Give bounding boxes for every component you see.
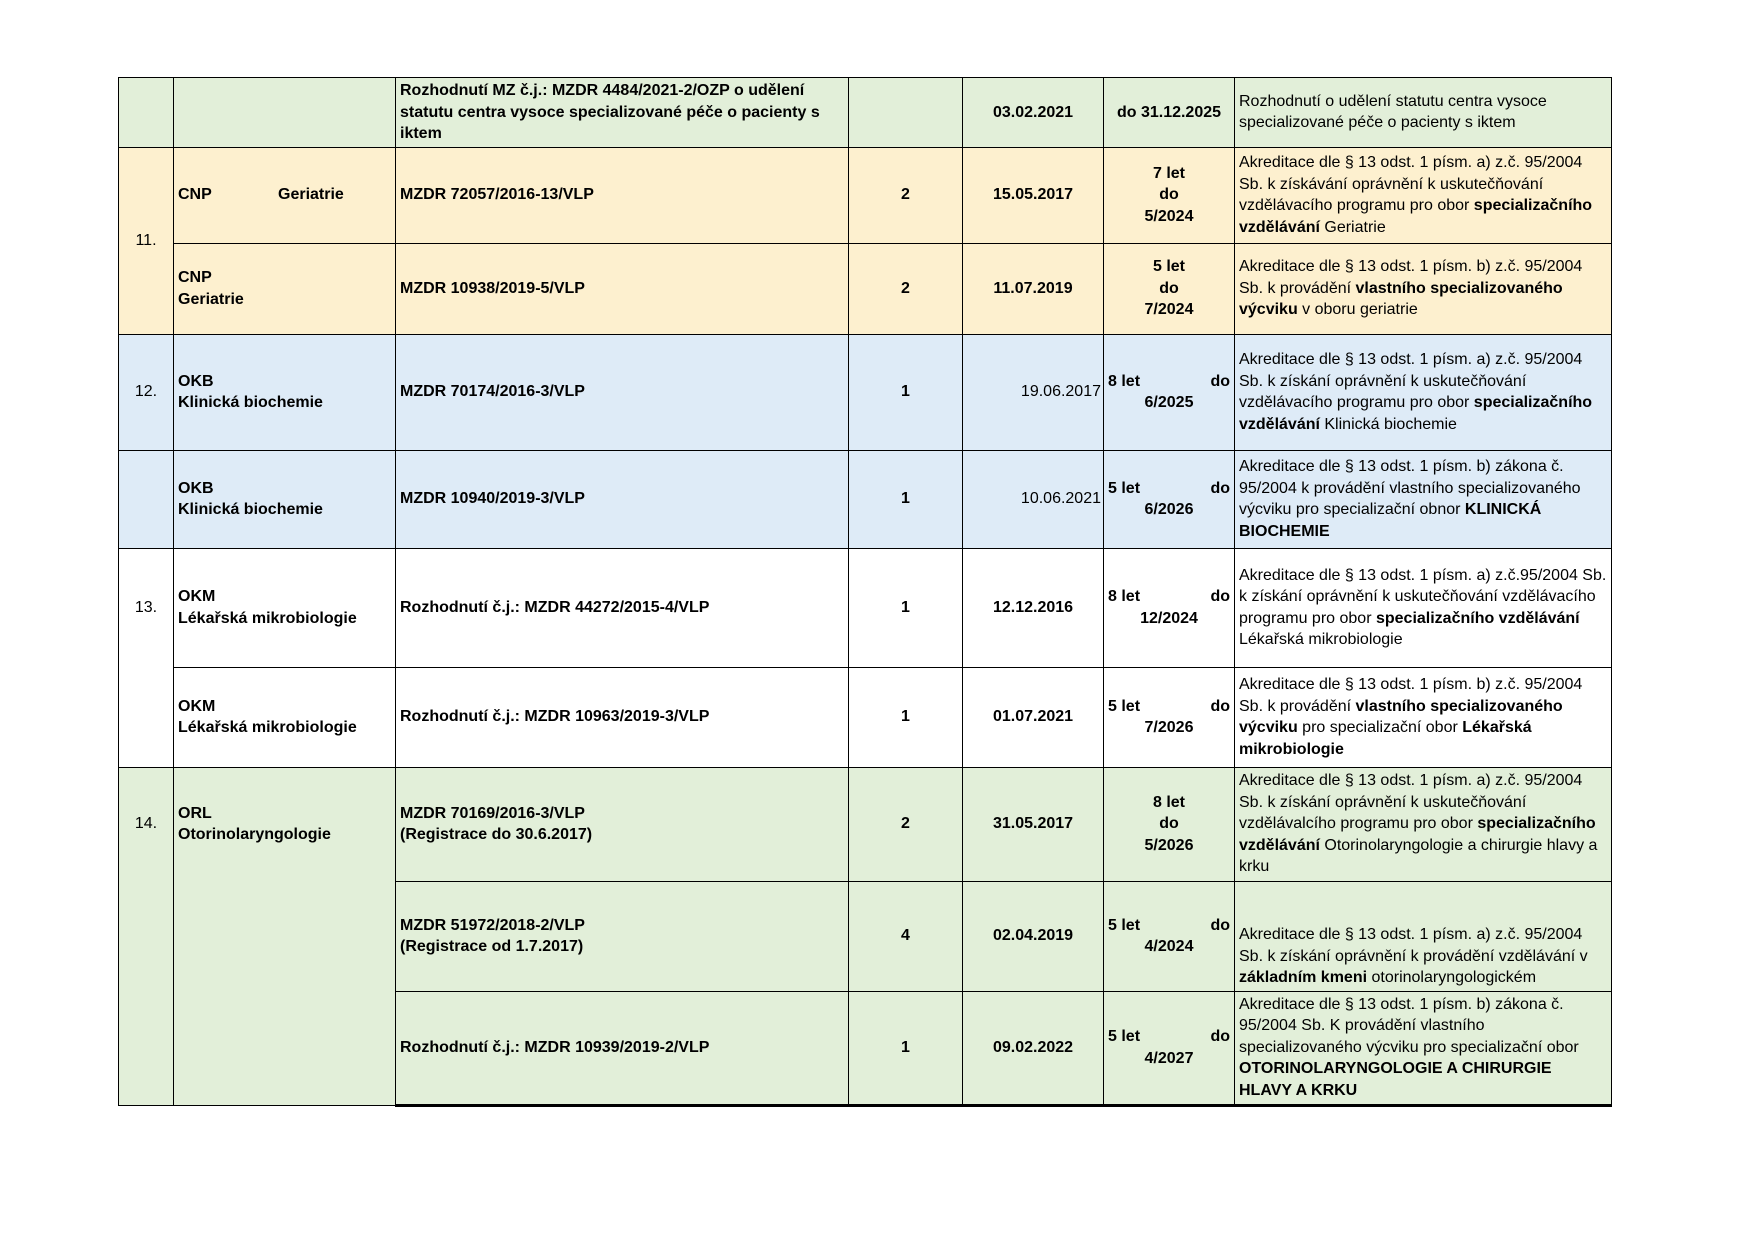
note-text: Akreditace dle § 13 odst. 1 písm. b) zákona č. 95/2004 Sb. K provádění vlastního specializovaného výcviku pro specializační obor xyxy=(1239,995,1579,1056)
note-highlight: základním kmeni xyxy=(1239,969,1368,986)
table-row xyxy=(119,767,1612,881)
note-cell xyxy=(1235,767,1612,881)
decision-reference-cell: MZDR 70174/2016-3/VLP xyxy=(396,334,849,450)
validity-until-date: 4/2024 xyxy=(1144,938,1194,955)
validity-until-label: do xyxy=(1159,279,1179,297)
department-code: OKM xyxy=(178,697,216,715)
registration-note: (Registrace do 30.6.2017) xyxy=(400,826,593,843)
note-text: Geriatrie xyxy=(1319,218,1386,236)
decision-reference-cell: MZDR 72057/2016-13/VLP xyxy=(396,147,849,243)
validity-years: 5 let xyxy=(1108,479,1141,497)
note-cell xyxy=(1235,450,1612,548)
note-text: otorinolaryngologickém xyxy=(1367,969,1537,986)
validity-cell xyxy=(1104,991,1235,1105)
validity-cell: do 31.12.2025 xyxy=(1104,78,1235,148)
note-cell xyxy=(1235,243,1612,334)
decision-reference-cell: Rozhodnutí MZ č.j.: MZDR 4484/2021-2/OZP o udělení statutu centra vysoce specializované péče o pacienty s iktem xyxy=(396,78,849,148)
note-cell: Rozhodnutí o udělení statutu centra vysoce specializované péče o pacienty s iktem xyxy=(1235,78,1612,148)
department-cell xyxy=(174,334,396,450)
department-name: Klinická biochemie xyxy=(178,394,323,411)
note-text: Otorinolaryngologie a chirurgie hlavy a krku xyxy=(1239,836,1598,876)
validity-until-label: do xyxy=(1210,916,1230,934)
note-text: Klinická biochemie xyxy=(1319,415,1457,433)
validity-cell xyxy=(1104,881,1235,991)
decision-reference-cell: Rozhodnutí č.j.: MZDR 44272/2015-4/VLP xyxy=(396,548,849,667)
note-highlight: KLINICKÁ BIOCHEMIE xyxy=(1239,501,1542,540)
accreditation-table xyxy=(118,77,1612,1107)
department-code: OKB xyxy=(178,372,214,390)
validity-years: 8 let xyxy=(1108,588,1141,605)
department-cell xyxy=(174,548,396,667)
decision-date-cell: 15.05.2017 xyxy=(963,147,1104,243)
note-text: Akreditace dle § 13 odst. 1 písm. b) z.č. 95/2004 Sb. k provádění xyxy=(1239,258,1583,297)
note-highlight: specializačního vzdělávání xyxy=(1375,609,1580,627)
table-row xyxy=(119,334,1612,450)
row-number-cell xyxy=(119,78,174,148)
department-name: Otorinolaryngologie xyxy=(178,826,331,843)
department-code: CNP xyxy=(178,269,212,286)
department-code: CNP xyxy=(178,186,212,204)
count-cell: 1 xyxy=(849,450,963,548)
validity-years: 5 let xyxy=(1108,697,1141,715)
count-cell: 1 xyxy=(849,334,963,450)
validity-until-date: 12/2024 xyxy=(1140,609,1198,627)
validity-cell xyxy=(1104,767,1235,881)
note-cell xyxy=(1235,334,1612,450)
validity-until-label: do xyxy=(1210,479,1230,497)
department-cell xyxy=(174,78,396,148)
table-row xyxy=(119,78,1612,148)
note-text: Lékařská mikrobiologie xyxy=(1239,631,1403,648)
note-highlight: specializačního vzdělávání xyxy=(1239,815,1596,854)
note-cell xyxy=(1235,548,1612,667)
table-row xyxy=(119,548,1612,667)
validity-until-date: 7/2026 xyxy=(1144,719,1194,736)
department-cell xyxy=(174,767,396,1105)
decision-date-cell: 19.06.2017 xyxy=(963,334,1104,450)
note-cell xyxy=(1235,881,1612,991)
validity-cell xyxy=(1104,147,1235,243)
count-cell: 2 xyxy=(849,147,963,243)
note-text: pro specializační obor xyxy=(1297,719,1463,736)
count-cell: 2 xyxy=(849,767,963,881)
validity-until-label: do xyxy=(1210,588,1230,605)
validity-cell xyxy=(1104,334,1235,450)
row-number-cell: 11. xyxy=(119,147,174,334)
validity-until-label: do xyxy=(1210,1028,1230,1045)
validity-until-date: 7/2024 xyxy=(1144,301,1194,319)
department-cell xyxy=(174,243,396,334)
decision-date-cell: 01.07.2021 xyxy=(963,667,1104,767)
note-text: Akreditace dle § 13 odst. 1 písm. a) z.č. 95/2004 Sb. k získávání oprávnění k uskutečňování vzdělávacího programu pro obor xyxy=(1239,154,1583,214)
row-number-cell xyxy=(119,548,174,767)
validity-until-label: do xyxy=(1210,697,1230,715)
count-cell: 1 xyxy=(849,548,963,667)
row-number: 14. xyxy=(134,814,158,832)
validity-cell xyxy=(1104,548,1235,667)
decision-reference-cell: MZDR 10940/2019-3/VLP xyxy=(396,450,849,548)
decision-date-cell: 09.02.2022 xyxy=(963,991,1104,1105)
row-number-cell xyxy=(119,450,174,548)
note-highlight: specializačního vzdělávání xyxy=(1239,197,1593,236)
note-text: Akreditace dle § 13 odst. 1 písm. a) z.č. 95/2004 Sb. k získání oprávnění k uskutečňování vzdělávacího programu pro obor xyxy=(1239,351,1583,411)
table-row xyxy=(119,147,1612,243)
validity-years: 7 let xyxy=(1152,164,1185,182)
table-row xyxy=(119,243,1612,334)
validity-until-date: 6/2025 xyxy=(1144,394,1194,411)
count-cell: 1 xyxy=(849,991,963,1105)
department-code: ORL xyxy=(178,804,212,822)
count-cell xyxy=(849,78,963,148)
validity-until-label: do xyxy=(1210,372,1230,390)
note-text: Akreditace dle § 13 odst. 1 písm. a) z.č.95/2004 Sb. k získání oprávnění k uskutečňování vzdělávacího programu pro obor xyxy=(1239,566,1607,627)
decision-reference-cell: Rozhodnutí č.j.: MZDR 10939/2019-2/VLP xyxy=(396,991,849,1105)
decision-date-cell: 11.07.2019 xyxy=(963,243,1104,334)
decision-reference-cell: Rozhodnutí č.j.: MZDR 10963/2019-3/VLP xyxy=(396,667,849,767)
department-code: OKB xyxy=(178,479,214,497)
department-name: Geriatrie xyxy=(278,186,344,204)
validity-cell xyxy=(1104,667,1235,767)
validity-until-label: do xyxy=(1159,186,1179,204)
note-highlight: Lékařská mikrobiologie xyxy=(1239,719,1532,758)
decision-date-cell: 10.06.2021 xyxy=(963,450,1104,548)
validity-until-date: 5/2026 xyxy=(1144,836,1194,854)
note-text: v oboru geriatrie xyxy=(1297,301,1418,319)
decision-reference: MZDR 51972/2018-2/VLP xyxy=(400,916,585,934)
note-text: Akreditace dle § 13 odst. 1 písm. b) z.č. 95/2004 Sb. k provádění xyxy=(1239,676,1583,715)
validity-years: 5 let xyxy=(1152,258,1185,276)
note-highlight: vlastního specializovaného výcviku xyxy=(1239,697,1563,736)
row-number-cell: 12. xyxy=(119,334,174,450)
count-cell: 4 xyxy=(849,881,963,991)
note-text: Akreditace dle § 13 odst. 1 písm. a) z.č. 95/2004 Sb. k získání oprávnění k provádění vzdělávání v xyxy=(1239,926,1588,965)
department-cell xyxy=(174,667,396,767)
department-name: Lékařská mikrobiologie xyxy=(178,609,357,627)
decision-date-cell: 03.02.2021 xyxy=(963,78,1104,148)
validity-years: 5 let xyxy=(1108,916,1141,934)
department-cell xyxy=(174,450,396,548)
count-cell: 2 xyxy=(849,243,963,334)
count-cell: 1 xyxy=(849,667,963,767)
validity-cell xyxy=(1104,243,1235,334)
note-cell xyxy=(1235,667,1612,767)
department-name: Klinická biochemie xyxy=(178,501,323,518)
validity-until-label: do xyxy=(1159,815,1179,833)
note-highlight: specializačního vzdělávání xyxy=(1239,394,1593,433)
decision-date-cell: 02.04.2019 xyxy=(963,881,1104,991)
department-cell xyxy=(174,147,396,243)
validity-years: 8 let xyxy=(1152,793,1185,811)
decision-reference-cell xyxy=(396,881,849,991)
validity-until-date: 5/2024 xyxy=(1144,207,1194,225)
validity-years: 8 let xyxy=(1108,372,1141,390)
validity-cell xyxy=(1104,450,1235,548)
table-row xyxy=(119,667,1612,767)
department-code: OKM xyxy=(178,588,216,605)
validity-until-date: 6/2026 xyxy=(1144,501,1194,518)
registration-note: (Registrace od 1.7.2017) xyxy=(400,938,584,955)
row-number-cell xyxy=(119,767,174,1105)
decision-reference-cell: MZDR 10938/2019-5/VLP xyxy=(396,243,849,334)
validity-years: 5 let xyxy=(1108,1028,1141,1045)
note-cell xyxy=(1235,991,1612,1105)
decision-reference: MZDR 70169/2016-3/VLP xyxy=(400,804,585,822)
decision-reference-cell xyxy=(396,767,849,881)
decision-date-cell: 31.05.2017 xyxy=(963,767,1104,881)
department-name: Lékařská mikrobiologie xyxy=(178,719,357,736)
note-highlight: OTORINOLARYNGOLOGIE A CHIRURGIE HLAVY A KRKU xyxy=(1239,1060,1552,1099)
note-cell xyxy=(1235,147,1612,243)
note-text: Akreditace dle § 13 odst. 1 písm. b) zákona č. 95/2004 k provádění vlastního specializovaného výcviku pro specializační obnor xyxy=(1239,458,1581,518)
table-row xyxy=(119,450,1612,548)
decision-date-cell: 12.12.2016 xyxy=(963,548,1104,667)
department-name: Geriatrie xyxy=(178,290,244,308)
validity-until-date: 4/2027 xyxy=(1144,1049,1194,1067)
note-text: Akreditace dle § 13 odst. 1 písm. a) z.č. 95/2004 Sb. k získání oprávnění k uskutečňování vzdělávalcího programu pro obor xyxy=(1239,772,1583,833)
row-number: 13. xyxy=(134,598,158,616)
note-highlight: vlastního specializovaného výcviku xyxy=(1239,279,1563,319)
